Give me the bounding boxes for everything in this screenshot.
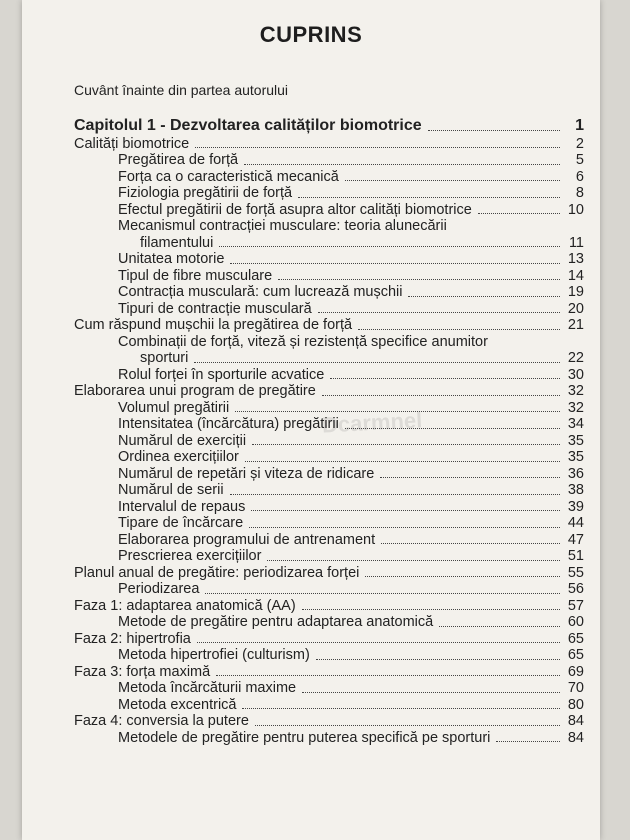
- toc-entry-page-number: 55: [567, 564, 584, 581]
- toc-entry: [74, 680, 584, 697]
- dot-leader: [345, 180, 560, 181]
- toc-entry-page-number: 10: [567, 201, 584, 218]
- toc-entry-page-number: 6: [575, 168, 584, 185]
- toc-entry-title: Mecanismul contracției musculare: teoria alunecării: [118, 218, 447, 234]
- toc-entry: [74, 548, 584, 565]
- toc-entry-title: Tipare de încărcare: [118, 515, 244, 531]
- toc-entry-page-number: 44: [567, 515, 584, 531]
- toc-entry-title: Numărul de exerciții: [118, 432, 247, 449]
- toc-entry: [74, 466, 584, 483]
- toc-entry-page-number: 80: [567, 696, 584, 713]
- toc-entry-page-number: 84: [567, 713, 584, 729]
- toc-entry: [74, 169, 584, 186]
- dot-leader: [255, 725, 560, 726]
- toc-entry-title: Faza 3: forța maximă: [74, 663, 211, 680]
- toc-entry: [74, 367, 584, 384]
- toc-entry: [74, 185, 584, 202]
- toc-entry-page-number: 70: [567, 680, 584, 696]
- dot-leader: [439, 626, 560, 627]
- toc-entry: [74, 251, 584, 268]
- dot-leader: [316, 659, 560, 660]
- toc-entry-page-number: 8: [575, 185, 584, 201]
- intro-entry: Cuvânt înainte din partea autorului: [74, 82, 289, 98]
- toc-entry: [74, 515, 584, 532]
- toc-entry-page-number: 35: [567, 432, 584, 449]
- toc-entry-page-number: 14: [567, 267, 584, 284]
- dot-leader: [496, 741, 560, 742]
- toc-entry-page-number: 30: [567, 366, 584, 383]
- toc-entry: [74, 118, 584, 135]
- toc-entry-page-number: 34: [567, 416, 584, 432]
- toc-entry: [74, 400, 584, 417]
- toc-entry-page-number: 19: [567, 284, 584, 300]
- toc-entry-title: Faza 2: hipertrofia: [74, 630, 191, 647]
- dot-leader: [380, 477, 560, 478]
- toc-entry-page-number: 65: [567, 647, 584, 663]
- toc-entry: [74, 449, 584, 466]
- toc-entry: [74, 598, 584, 615]
- toc-entry-title: Efectul pregătirii de forță asupra altor calități biomotrice: [118, 201, 472, 218]
- toc-entry-page-number: 32: [567, 399, 584, 416]
- toc-entry-title: Faza 4: conversia la putere: [74, 713, 249, 729]
- dot-leader: [478, 213, 560, 214]
- dot-leader: [428, 130, 560, 131]
- toc-entry: [74, 647, 584, 664]
- toc-entry-page-number: 21: [567, 317, 584, 333]
- dot-leader: [278, 279, 560, 280]
- toc-entry: [74, 614, 584, 631]
- toc-entry-page-number: 38: [567, 482, 584, 498]
- toc-entry-page-number: 56: [567, 581, 584, 597]
- table-of-contents: [74, 118, 584, 746]
- toc-entry-title: Ordinea exercițiilor: [118, 449, 239, 465]
- toc-entry: [74, 581, 584, 598]
- toc-entry-title: Unitatea motorie: [118, 251, 225, 267]
- toc-entry: [74, 532, 584, 549]
- toc-entry-title: Intervalul de repaus: [118, 498, 246, 515]
- toc-entry-page-number: 84: [567, 729, 584, 746]
- toc-entry: [74, 268, 584, 285]
- toc-entry-title: Pregătirea de forță: [118, 152, 239, 168]
- toc-entry-title: Faza 1: adaptarea anatomică (AA): [74, 597, 296, 614]
- toc-entry-page-number: 13: [567, 251, 584, 267]
- toc-entry-page-number: 57: [567, 597, 584, 614]
- toc-entry: [74, 631, 584, 648]
- toc-entry-title: Numărul de repetări și viteza de ridicare: [118, 465, 375, 482]
- toc-entry-page-number: 22: [567, 350, 584, 366]
- toc-entry: [74, 235, 584, 252]
- toc-entry-title: Volumul pregătirii: [118, 399, 230, 416]
- toc-entry-title: Contracția musculară: cum lucrează mușchii: [118, 284, 403, 300]
- toc-entry: [74, 334, 584, 351]
- dot-leader: [194, 362, 560, 363]
- toc-entry: [74, 152, 584, 169]
- toc-entry-title: Forța ca o caracteristică mecanică: [118, 168, 339, 185]
- toc-entry-title: Metoda încărcăturii maxime: [118, 680, 297, 696]
- toc-entry-title: Calități biomotrice: [74, 135, 190, 152]
- watermark: Dcarmnel: [321, 407, 423, 438]
- toc-entry: [74, 317, 584, 334]
- dot-leader: [216, 675, 560, 676]
- toc-entry-page-number: 32: [567, 383, 584, 399]
- dot-leader: [235, 411, 560, 412]
- dot-leader: [345, 428, 560, 429]
- dot-leader: [230, 263, 560, 264]
- toc-entry: [74, 482, 584, 499]
- toc-entry-page-number: 36: [567, 465, 584, 482]
- toc-entry: [74, 697, 584, 714]
- toc-entry-title: Metoda excentrică: [118, 696, 237, 713]
- toc-entry: [74, 136, 584, 153]
- dot-leader: [267, 560, 560, 561]
- toc-entry-title: Prescrierea exercițiilor: [118, 548, 262, 564]
- dot-leader: [242, 708, 560, 709]
- dot-leader: [298, 197, 560, 198]
- dot-leader: [245, 461, 560, 462]
- toc-entry: [74, 565, 584, 582]
- toc-entry-title: Tipul de fibre musculare: [118, 267, 273, 284]
- dot-leader: [302, 692, 560, 693]
- dot-leader: [330, 378, 560, 379]
- toc-entry-title: Tipuri de contracție musculară: [118, 300, 312, 317]
- toc-entry-title: Rolul forței în sporturile acvatice: [118, 366, 325, 383]
- toc-entry-title: Fiziologia pregătirii de forță: [118, 185, 293, 201]
- dot-leader: [252, 444, 560, 445]
- toc-entry-page-number: 5: [575, 152, 584, 168]
- toc-entry-page-number: 2: [575, 135, 584, 152]
- toc-entry: [74, 416, 584, 433]
- toc-entry-page-number: 51: [567, 548, 584, 564]
- toc-entry-title: Elaborarea unui program de pregătire: [74, 383, 316, 399]
- toc-entry: [74, 383, 584, 400]
- toc-entry: [74, 433, 584, 450]
- toc-entry-page-number: 35: [567, 449, 584, 465]
- dot-leader: [195, 147, 560, 148]
- toc-entry-title: sporturi: [140, 350, 189, 366]
- toc-entry-page-number: 11: [568, 234, 584, 251]
- toc-entry-title: Elaborarea programului de antrenament: [118, 531, 376, 548]
- dot-leader: [249, 527, 560, 528]
- toc-entry-page-number: 69: [567, 663, 584, 680]
- dot-leader: [318, 312, 560, 313]
- toc-entry: [74, 202, 584, 219]
- toc-entry: [74, 301, 584, 318]
- toc-entry-title: Capitolul 1 - Dezvoltarea calităților biomotrice: [74, 117, 422, 134]
- dot-leader: [219, 246, 560, 247]
- toc-entry-page-number: 1: [575, 117, 584, 134]
- dot-leader: [251, 510, 560, 511]
- toc-entry: [74, 713, 584, 730]
- toc-entry: [74, 218, 584, 235]
- dot-leader: [365, 576, 560, 577]
- book-page: [22, 0, 600, 840]
- dot-leader: [230, 494, 560, 495]
- toc-entry: [74, 664, 584, 681]
- toc-entry: [74, 350, 584, 367]
- dot-leader: [381, 543, 560, 544]
- toc-entry-title: Planul anual de pregătire: periodizarea forței: [74, 564, 360, 581]
- toc-entry: [74, 499, 584, 516]
- dot-leader: [197, 642, 560, 643]
- toc-entry-title: Metodele de pregătire pentru puterea specifică pe sporturi: [118, 729, 491, 746]
- dot-leader: [302, 609, 560, 610]
- toc-entry-title: filamentului: [140, 234, 214, 251]
- dot-leader: [408, 296, 560, 297]
- toc-entry-page-number: 47: [567, 531, 584, 548]
- toc-entry: [74, 284, 584, 301]
- dot-leader: [322, 395, 560, 396]
- toc-entry-title: Metode de pregătire pentru adaptarea anatomică: [118, 614, 434, 630]
- toc-entry-page-number: 60: [567, 614, 584, 630]
- toc-entry-title: Cum răspund mușchii la pregătirea de forță: [74, 317, 353, 333]
- dot-leader: [358, 329, 560, 330]
- page-title: CUPRINS: [259, 22, 363, 47]
- toc-entry-title: Intensitatea (încărcătura) pregătirii: [118, 416, 339, 432]
- toc-entry-title: Metoda hipertrofiei (culturism): [118, 647, 310, 663]
- toc-entry-page-number: 20: [567, 300, 584, 317]
- toc-entry-title: Combinații de forță, viteză și rezistență specifice anumitor: [118, 333, 488, 350]
- dot-leader: [205, 593, 560, 594]
- toc-entry: [74, 730, 584, 747]
- toc-entry-page-number: 39: [567, 498, 584, 515]
- toc-entry-page-number: 65: [567, 630, 584, 647]
- toc-entry-title: Periodizarea: [118, 581, 200, 597]
- toc-entry-title: Numărul de serii: [118, 482, 224, 498]
- dot-leader: [244, 164, 560, 165]
